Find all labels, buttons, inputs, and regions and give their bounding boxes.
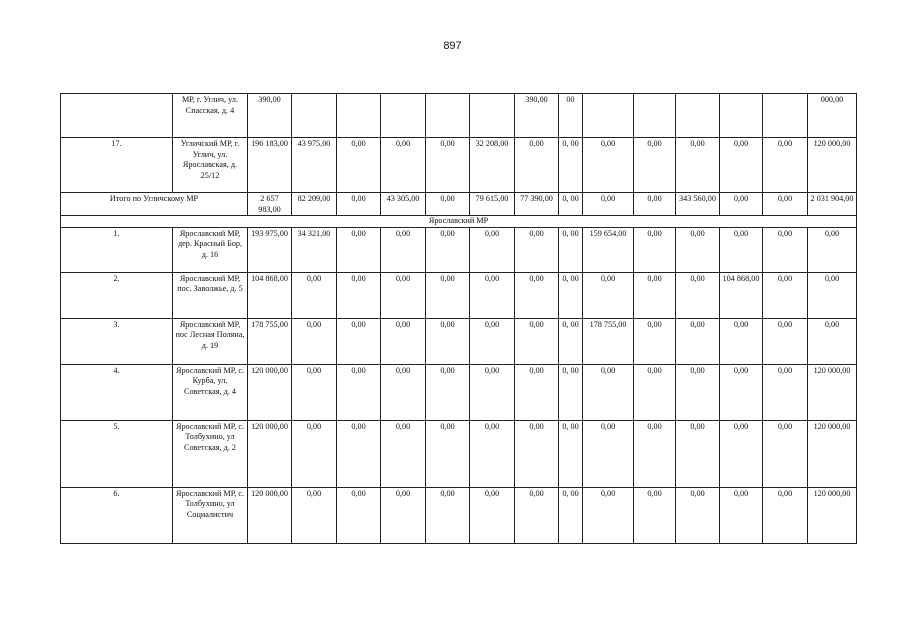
table-cell: 0,00: [381, 364, 426, 420]
address-cell: Угличский МР, г. Углич, ул. Ярославская, д. 25/12: [173, 138, 248, 193]
table-cell: 0,00: [515, 138, 559, 193]
table-cell: 43 305,00: [381, 193, 426, 216]
table-cell: 0,00: [583, 487, 634, 543]
table-cell: 0,00: [634, 487, 676, 543]
table-cell: 32 208,00: [470, 138, 515, 193]
table-cell: 0,00: [720, 138, 763, 193]
table-cell: [583, 94, 634, 138]
table-cell: 0,00: [515, 318, 559, 364]
table-cell: 0, 00: [559, 138, 583, 193]
table-cell: 0,00: [634, 318, 676, 364]
table-cell: 0,00: [763, 193, 808, 216]
table-cell: 79 615,00: [470, 193, 515, 216]
table-row: [61, 272, 857, 318]
table-cell: 0,00: [583, 193, 634, 216]
table-cell: 0,00: [720, 227, 763, 272]
row-number: 2.: [61, 272, 173, 318]
table-cell: 0,00: [763, 227, 808, 272]
table-row: [61, 138, 857, 193]
table-cell: 0,00: [515, 227, 559, 272]
table-cell: 0,00: [337, 364, 381, 420]
total-row: [61, 193, 857, 216]
table-cell: 0,00: [292, 364, 337, 420]
table-cell: 0,00: [292, 420, 337, 487]
row-number: 1.: [61, 227, 173, 272]
table-cell: 77 390,00: [515, 193, 559, 216]
address-cell: Ярославский МР, пос. Заволжье, д. 5: [173, 272, 248, 318]
table-cell: 0,00: [583, 420, 634, 487]
table-cell: 0,00: [583, 364, 634, 420]
section-title: Ярославский МР: [61, 216, 857, 228]
total-label: Итого по Угличскому МР: [61, 193, 248, 216]
table-cell: 0,00: [426, 420, 470, 487]
table-cell: 0,00: [808, 272, 857, 318]
table-cell: [292, 94, 337, 138]
table-cell: 196 183,00: [248, 138, 292, 193]
table-cell: 0,00: [720, 193, 763, 216]
table-row: [61, 94, 857, 138]
table-cell: 0,00: [515, 364, 559, 420]
address-cell: Ярославский МР, с. Толбухино, ул Социалистич: [173, 487, 248, 543]
table-cell: 0,00: [426, 193, 470, 216]
table-cell: 0,00: [634, 364, 676, 420]
row-number: [61, 94, 173, 138]
row-number: 4.: [61, 364, 173, 420]
table-cell: 0,00: [337, 318, 381, 364]
table-cell: [634, 94, 676, 138]
table-cell: 0,00: [426, 364, 470, 420]
table-cell: 0,00: [634, 272, 676, 318]
table-cell: 0, 00: [559, 193, 583, 216]
table-cell: 0,00: [763, 138, 808, 193]
table-cell: 0, 00: [559, 420, 583, 487]
table-cell: 0,00: [337, 487, 381, 543]
table-cell: 43 975,00: [292, 138, 337, 193]
row-number: 17.: [61, 138, 173, 193]
address-cell: Ярославский МР, с. Курба, ул. Советская, д. 4: [173, 364, 248, 420]
table-cell: [720, 94, 763, 138]
table-cell: 0,00: [676, 272, 720, 318]
table-row: [61, 364, 857, 420]
table-cell: 120 000,00: [248, 487, 292, 543]
table-cell: 193 975,00: [248, 227, 292, 272]
table-cell: 0,00: [337, 420, 381, 487]
address-cell: Ярославский МР, дер. Красный Бор, д. 16: [173, 227, 248, 272]
table-cell: 0,00: [470, 227, 515, 272]
table-cell: 0,00: [426, 272, 470, 318]
table-cell: 0,00: [470, 420, 515, 487]
table-cell: 0,00: [763, 487, 808, 543]
table-cell: 000,00: [808, 94, 857, 138]
table-cell: 0,00: [763, 272, 808, 318]
table-cell: 0,00: [426, 227, 470, 272]
table-cell: 0,00: [808, 227, 857, 272]
section-row: [61, 216, 857, 228]
table-row: [61, 227, 857, 272]
row-number: 3.: [61, 318, 173, 364]
table-cell: 82 209,00: [292, 193, 337, 216]
table-cell: 0,00: [470, 364, 515, 420]
table-cell: [337, 94, 381, 138]
table-cell: 0,00: [763, 364, 808, 420]
table-cell: 120 000,00: [248, 364, 292, 420]
table-cell: 0,00: [470, 272, 515, 318]
table-cell: 0,00: [381, 227, 426, 272]
table-cell: 0,00: [634, 138, 676, 193]
table-cell: [426, 94, 470, 138]
table-cell: 0,00: [292, 487, 337, 543]
table-row: [61, 487, 857, 543]
table-cell: 0,00: [515, 272, 559, 318]
table-cell: 0,00: [808, 318, 857, 364]
table-cell: 390,00: [248, 94, 292, 138]
table-cell: 0,00: [676, 487, 720, 543]
table-cell: 0,00: [381, 420, 426, 487]
table-cell: 0,00: [720, 420, 763, 487]
table-cell: 0,00: [583, 138, 634, 193]
table-cell: 0, 00: [559, 318, 583, 364]
table-cell: 104 868,00: [248, 272, 292, 318]
table-cell: 0,00: [676, 420, 720, 487]
table-cell: 0,00: [583, 272, 634, 318]
table-cell: 0, 00: [559, 487, 583, 543]
table-cell: 0, 00: [559, 272, 583, 318]
table-cell: 2 031 904,00: [808, 193, 857, 216]
table-cell: 0,00: [676, 227, 720, 272]
table-cell: 0,00: [337, 272, 381, 318]
table-cell: 178 755,00: [583, 318, 634, 364]
table-cell: 0,00: [426, 487, 470, 543]
table-cell: [763, 94, 808, 138]
table-cell: 0,00: [634, 193, 676, 216]
table-cell: 104 868,00: [720, 272, 763, 318]
table-cell: 0,00: [720, 318, 763, 364]
table-cell: 0,00: [426, 318, 470, 364]
table-cell: 34 321,00: [292, 227, 337, 272]
table-cell: 0,00: [292, 318, 337, 364]
table-cell: 0,00: [381, 487, 426, 543]
address-cell: Ярославский МР, пос Лесная Поляна, д. 19: [173, 318, 248, 364]
table-cell: 0,00: [676, 318, 720, 364]
table-cell: 120 000,00: [248, 420, 292, 487]
address-cell: МР, г. Углич, ул. Спасская, д. 4: [173, 94, 248, 138]
table-cell: 0, 00: [559, 227, 583, 272]
table-cell: 343 560,00: [676, 193, 720, 216]
table-cell: [381, 94, 426, 138]
table-cell: 0,00: [470, 487, 515, 543]
table-cell: 0,00: [634, 227, 676, 272]
table-cell: 0,00: [426, 138, 470, 193]
table-cell: 390,00: [515, 94, 559, 138]
table-cell: 0,00: [337, 138, 381, 193]
table-cell: 120 000,00: [808, 487, 857, 543]
table-row: [61, 420, 857, 487]
row-number: 6.: [61, 487, 173, 543]
table-cell: 0,00: [763, 420, 808, 487]
table-cell: 0,00: [515, 420, 559, 487]
table-cell: 0,00: [515, 487, 559, 543]
table-cell: 2 657 983,00: [248, 193, 292, 216]
table-cell: 0,00: [337, 227, 381, 272]
table-cell: 159 654,00: [583, 227, 634, 272]
table-cell: 0,00: [763, 318, 808, 364]
page-number: 897: [443, 40, 462, 52]
table-cell: 120 000,00: [808, 138, 857, 193]
table-cell: 120 000,00: [808, 420, 857, 487]
table-cell: 0,00: [292, 272, 337, 318]
table-cell: 0,00: [381, 318, 426, 364]
table-cell: 120 000,00: [808, 364, 857, 420]
table-cell: [470, 94, 515, 138]
table-cell: 0,00: [337, 193, 381, 216]
table-cell: 178 755,00: [248, 318, 292, 364]
address-cell: Ярославский МР, с. Толбухино, ул Советская, д. 2: [173, 420, 248, 487]
table-cell: 00: [559, 94, 583, 138]
table-cell: 0,00: [381, 138, 426, 193]
table-cell: 0,00: [470, 318, 515, 364]
table-cell: [676, 94, 720, 138]
row-number: 5.: [61, 420, 173, 487]
table-cell: 0, 00: [559, 364, 583, 420]
table-cell: 0,00: [676, 364, 720, 420]
table-cell: 0,00: [381, 272, 426, 318]
table-cell: 0,00: [720, 487, 763, 543]
table-row: [61, 318, 857, 364]
table-cell: 0,00: [676, 138, 720, 193]
table-cell: 0,00: [634, 420, 676, 487]
table-cell: 0,00: [720, 364, 763, 420]
funding-table: [60, 93, 857, 544]
